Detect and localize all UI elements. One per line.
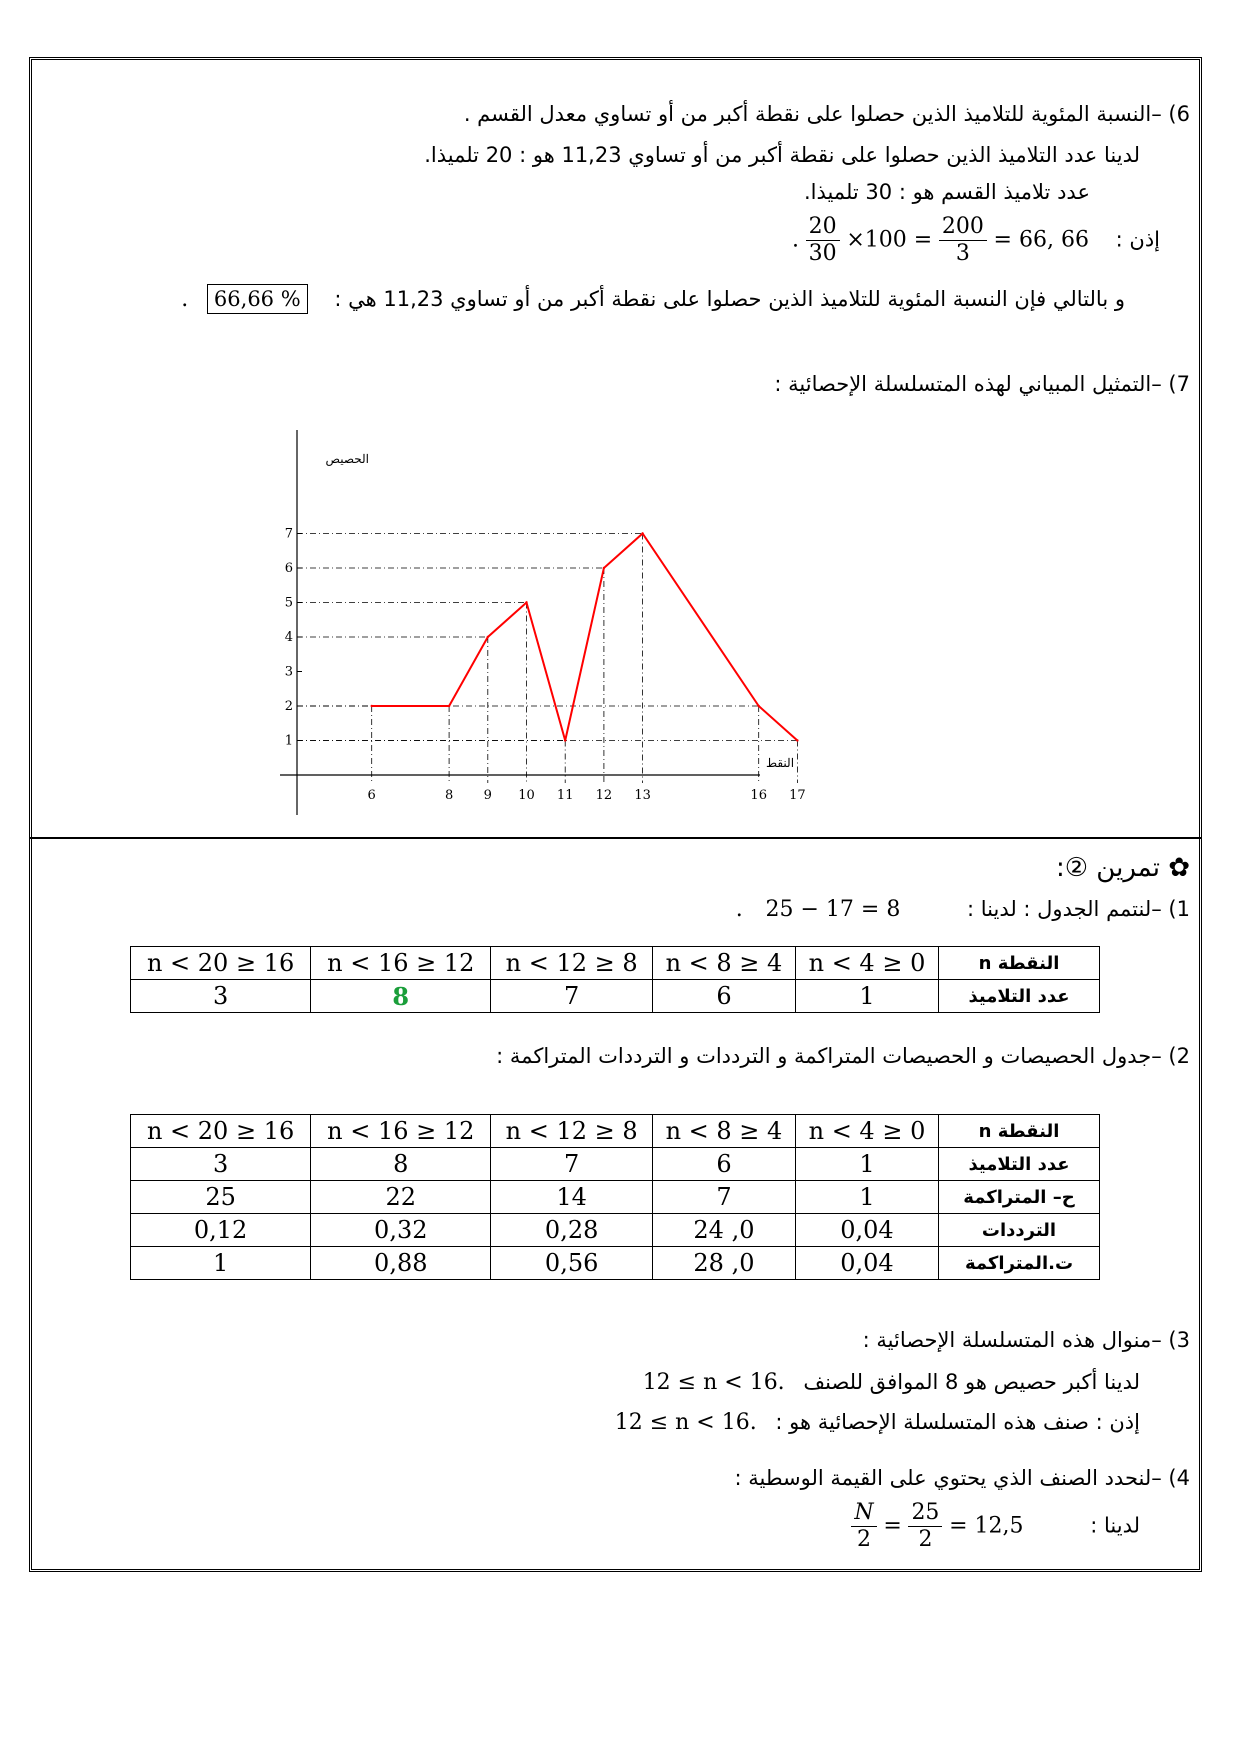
q6-line1: لدينا عدد التلاميذ الذين حصلوا على نقطة أكبر من أو تساوي 11,23 هو : 20 تلميذا.	[424, 143, 1140, 167]
q6-times100: ×100 =	[846, 227, 933, 253]
q6-frac1-num: 20	[806, 214, 840, 241]
q4-fraction-2	[908, 1500, 942, 1553]
table-1-header-row	[131, 947, 1100, 980]
y-axis-label: الحصيص	[325, 452, 369, 466]
q6-fraction-2	[939, 214, 987, 267]
table-1-cell-highlighted: 8	[311, 980, 491, 1013]
table-2-cell: 22	[311, 1181, 491, 1214]
q6-boxed-answer: 66,66 %	[207, 284, 308, 314]
table-2-row	[131, 1214, 1100, 1247]
table-2-cell: 1	[795, 1181, 938, 1214]
table-2-header-cell: 4 ≤ n < 8	[652, 1115, 795, 1148]
q6-then-label: إذن :	[1115, 227, 1160, 252]
table-2-cell: 0,04	[795, 1247, 938, 1280]
q6-frac2-num: 200	[939, 214, 987, 241]
table-2-cell: 7	[652, 1181, 795, 1214]
q6-calculation	[0, 214, 1160, 267]
q3-line2-math: 12 ≤ n < 16.	[614, 1410, 757, 1435]
q4-frac2-num: 25	[908, 1500, 942, 1527]
q7-title: 7) –التمثيل المبياني لهذه المتسلسلة الإحصائية :	[774, 372, 1190, 396]
q3-line2-text: إذن : صنف هذه المتسلسلة الإحصائية هو :	[775, 1410, 1140, 1434]
table-2-cell: 6	[652, 1148, 795, 1181]
x-tick-label: 12	[595, 788, 613, 803]
table-2-cell: 0,04	[795, 1214, 938, 1247]
q4-frac1-den: 2	[857, 1527, 871, 1552]
x-tick-label: 16	[750, 788, 767, 803]
q3-line1	[0, 1370, 1140, 1395]
table-1-row	[131, 980, 1100, 1013]
y-tick-label: 5	[284, 595, 293, 611]
x-tick-label: 13	[634, 788, 651, 803]
q6-end-dot: .	[791, 227, 799, 253]
table-2-cell: 1	[131, 1247, 311, 1280]
y-tick-label: 4	[284, 630, 293, 645]
table-2-row	[131, 1148, 1100, 1181]
q6-conclusion-end: .	[181, 287, 189, 312]
table-1-header-cell: 12 ≤ n < 16	[311, 947, 491, 980]
q1-calc: 25 − 17 = 8	[765, 897, 901, 922]
table-2-cell: 0, 24	[652, 1214, 795, 1247]
exercise-2-title-text: تمرين ②:	[1055, 853, 1160, 883]
q1-line	[0, 897, 1190, 922]
y-tick-label: 2	[284, 699, 293, 714]
table-2-cell: 25	[131, 1181, 311, 1214]
table-2-header-row	[131, 1115, 1100, 1148]
table-2-cell: 0,28	[491, 1214, 653, 1247]
table-2	[130, 1114, 1100, 1280]
table-2-header-cell: 0 ≤ n < 4	[795, 1115, 938, 1148]
table-2-cell: 0,12	[131, 1214, 311, 1247]
chart-guides	[297, 534, 797, 784]
table-2-header-cell: 8 ≤ n < 12	[491, 1115, 653, 1148]
table-2-cell: 0,56	[491, 1247, 653, 1280]
x-tick-label: 10	[518, 788, 535, 803]
q4-line	[0, 1500, 1140, 1553]
frequency-polygon-line	[372, 534, 798, 741]
q6-conclusion-line	[0, 287, 1125, 312]
table-2-header-label: النقطة n	[939, 1115, 1100, 1148]
flower-icon: ✿	[1168, 853, 1190, 883]
q1-dot: .	[735, 897, 743, 922]
q1-label: 1) –لنتمم الجدول : لدينا :	[967, 897, 1190, 921]
table-1-header-cell: 16 ≤ n < 20	[131, 947, 311, 980]
table-2-row-label: الترددات	[939, 1214, 1100, 1247]
y-tick-label: 3	[284, 664, 293, 680]
section-divider	[29, 837, 1202, 839]
q6-fraction-1	[806, 214, 840, 267]
table-2-row	[131, 1247, 1100, 1280]
table-2-cell: 14	[491, 1181, 653, 1214]
table-1-cell: 6	[652, 980, 795, 1013]
table-1-header-cell: 8 ≤ n < 12	[491, 947, 653, 980]
table-2-row-label: ت.المتراكمة	[939, 1247, 1100, 1280]
table-2-cell: 0,32	[311, 1214, 491, 1247]
table-1-header-cell: 4 ≤ n < 8	[652, 947, 795, 980]
q4-label: 4) –لنحدد الصنف الذي يحتوي على القيمة الوسطية :	[734, 1466, 1190, 1490]
table-1-cell: 1	[795, 980, 938, 1013]
q3-line1-text: لدينا أكبر حصيص هو 8 الموافق للصنف	[803, 1370, 1140, 1394]
table-1-header-label: النقطة n	[939, 947, 1100, 980]
q3-line2	[0, 1410, 1140, 1435]
q3-label: 3) –منوال هذه المتسلسلة الإحصائية :	[862, 1328, 1190, 1352]
table-1-header-cell: 0 ≤ n < 4	[795, 947, 938, 980]
table-2-cell: 0,88	[311, 1247, 491, 1280]
q4-have: لدينا :	[1090, 1513, 1140, 1538]
q6-conclusion: و بالتالي فإن النسبة المئوية للتلاميذ الذين حصلوا على نقطة أكبر من أو تساوي 11,23 هي :	[334, 287, 1125, 311]
table-2-cell: 7	[491, 1148, 653, 1181]
table-1	[130, 946, 1100, 1013]
y-tick-label: 6	[284, 561, 293, 576]
x-tick-label: 8	[444, 788, 454, 803]
q6-frac2-den: 3	[955, 241, 970, 266]
q3-line1-math: 12 ≤ n < 16.	[642, 1370, 785, 1395]
x-tick-label: 11	[556, 788, 574, 803]
table-1-cell: 7	[491, 980, 653, 1013]
q4-frac1-num: N	[851, 1500, 876, 1527]
table-1-row-label: عدد التلاميذ	[939, 980, 1100, 1013]
table-2-row-label: ح– المتراكمة	[939, 1181, 1100, 1214]
table-2-cell: 1	[795, 1148, 938, 1181]
table-2-cell: 8	[311, 1148, 491, 1181]
q4-fraction-1	[851, 1500, 876, 1553]
table-2-cell: 3	[131, 1148, 311, 1181]
exercise-2-title	[0, 853, 1190, 883]
table-2-header-cell: 16 ≤ n < 20	[131, 1115, 311, 1148]
table-2-cell: 0, 28	[652, 1247, 795, 1280]
q6-title: 6) –النسبة المئوية للتلاميذ الذين حصلوا على نقطة أكبر من أو تساوي معدل القسم .	[463, 102, 1190, 126]
q6-frac1-den: 30	[808, 241, 837, 266]
x-axis-label: النقط	[765, 756, 795, 770]
q4-result: = 12,5	[949, 1513, 1024, 1539]
q4-eq: =	[883, 1513, 902, 1539]
x-tick-label: 6	[367, 788, 376, 803]
y-tick-label: 7	[284, 526, 293, 542]
frequency-polygon-chart	[280, 430, 840, 820]
table-2-row-label: عدد التلاميذ	[939, 1148, 1100, 1181]
x-tick-label: 9	[483, 788, 492, 803]
q4-frac2-den: 2	[918, 1527, 933, 1552]
y-tick-label: 1	[284, 733, 293, 749]
table-1-cell: 3	[131, 980, 311, 1013]
q2-label: 2) –جدول الحصيصات و الحصيصات المتراكمة و الترددات و الترددات المتراكمة :	[496, 1044, 1190, 1068]
table-2-header-cell: 12 ≤ n < 16	[311, 1115, 491, 1148]
x-tick-label: 17	[789, 788, 806, 803]
q6-line2: عدد تلاميذ القسم هو : 30 تلميذا.	[803, 180, 1090, 204]
table-2-row	[131, 1181, 1100, 1214]
q6-result: = 66, 66	[993, 227, 1089, 253]
